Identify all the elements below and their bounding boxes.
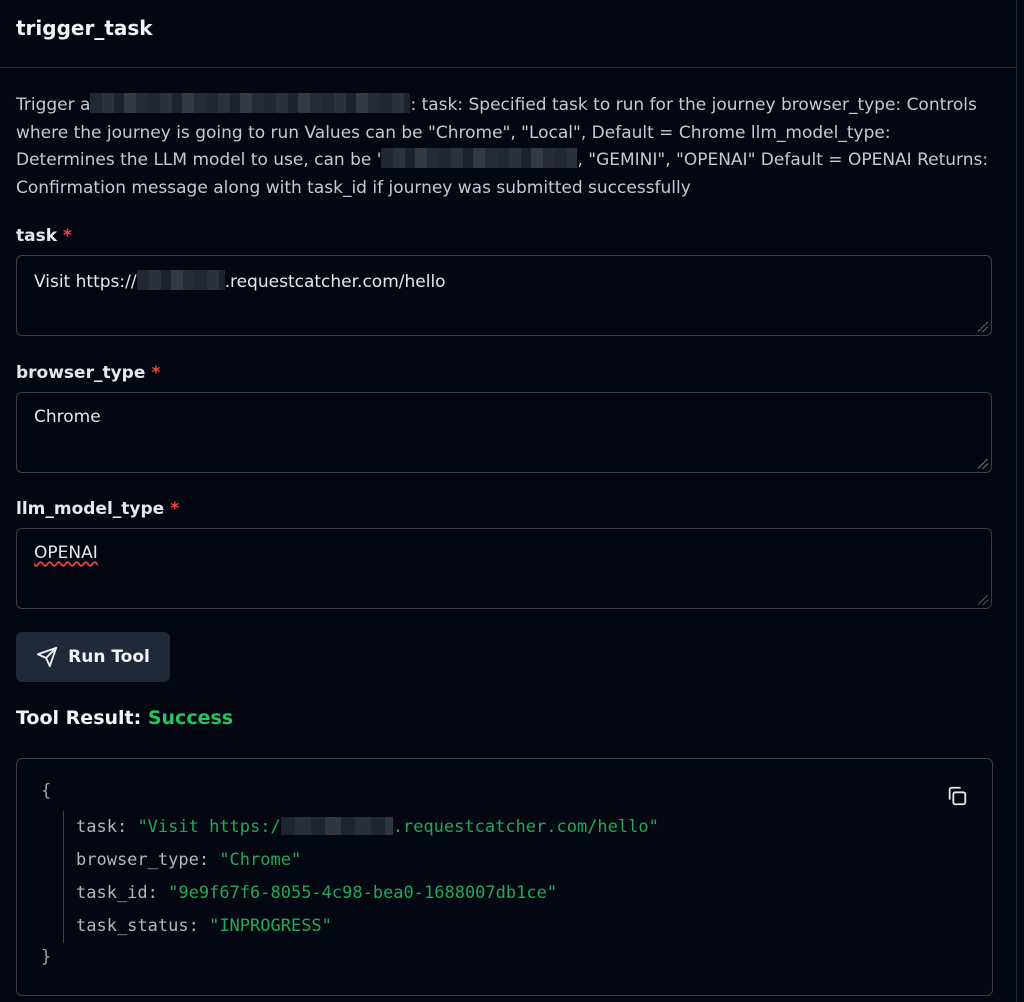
required-marker: * bbox=[170, 499, 180, 519]
result-row-task-id: task_id: "9e9f67f6-8055-4c98-bea0-1688007db1ce" bbox=[76, 883, 558, 903]
resize-handle[interactable] bbox=[978, 322, 988, 332]
description-part-3: , "GEMINI", "OPENAI" Default = OPENAI Returns: Confirmation message along with task_id if journey was submitted successfully bbox=[16, 150, 989, 198]
run-tool-label: Run Tool bbox=[68, 647, 150, 667]
browser-type-label: browser_type * bbox=[16, 363, 161, 383]
send-icon bbox=[36, 646, 58, 668]
description-part-2: : task: Specified task to run for the journey browser_type: Controls where the journey is going to run Values can be "Chrome", "Local", Default = Chrome llm_model_type: Determines the LLM model to use, can be ' bbox=[16, 95, 977, 170]
tool-title: trigger_task bbox=[16, 16, 153, 40]
result-code-block bbox=[16, 758, 993, 996]
llm-model-type-input[interactable] bbox=[16, 528, 992, 609]
tool-result-heading: Tool Result: Success bbox=[16, 707, 234, 729]
redacted-text bbox=[281, 817, 393, 835]
llm-model-type-value: OPENAI bbox=[34, 543, 98, 563]
task-label: task * bbox=[16, 226, 72, 246]
run-tool-button[interactable] bbox=[16, 632, 170, 682]
title-bar bbox=[0, 0, 1016, 68]
resize-handle[interactable] bbox=[978, 595, 988, 605]
result-row-task: task: "Visit https:/ .requestcatcher.com/hello" bbox=[76, 817, 659, 837]
llm-model-type-label: llm_model_type * bbox=[16, 499, 180, 519]
copy-icon[interactable] bbox=[946, 785, 968, 807]
tool-description bbox=[16, 92, 991, 202]
redacted-text bbox=[137, 270, 225, 290]
resize-handle[interactable] bbox=[978, 459, 988, 469]
required-marker: * bbox=[151, 363, 161, 383]
description-part-1: Trigger a bbox=[16, 95, 91, 115]
result-fields bbox=[63, 811, 659, 943]
close-brace: } bbox=[41, 947, 52, 967]
browser-type-input[interactable] bbox=[16, 392, 992, 473]
open-brace: { bbox=[41, 781, 52, 801]
result-row-browser-type: browser_type: "Chrome" bbox=[76, 850, 302, 870]
redacted-text bbox=[90, 93, 410, 113]
task-value-prefix: Visit https:// bbox=[34, 272, 137, 292]
task-input[interactable] bbox=[16, 255, 992, 336]
task-value-suffix: .requestcatcher.com/hello bbox=[224, 272, 446, 292]
redacted-text bbox=[381, 148, 577, 168]
required-marker: * bbox=[63, 226, 72, 246]
browser-type-value: Chrome bbox=[34, 407, 101, 427]
result-status: Success bbox=[147, 707, 234, 729]
result-row-task-status: task_status: "INPROGRESS" bbox=[76, 916, 332, 936]
